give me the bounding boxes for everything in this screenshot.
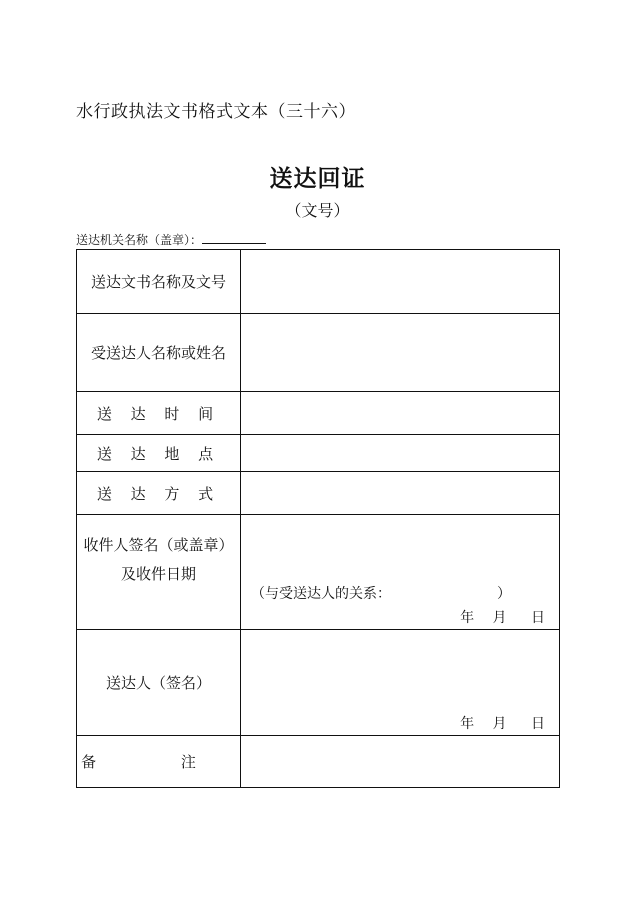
date-month: 月 xyxy=(492,610,507,626)
date-year: 年 xyxy=(460,610,475,626)
doc-name-field[interactable] xyxy=(241,250,560,314)
signee-date xyxy=(460,607,545,627)
server-field[interactable] xyxy=(241,630,560,736)
relation-note xyxy=(251,583,511,603)
table-row xyxy=(77,314,560,392)
signee-field[interactable] xyxy=(241,515,560,630)
doc-name-label: 送达文书名称及文号 xyxy=(77,250,241,314)
agency-label: 送达机关名称（盖章）： xyxy=(76,233,203,247)
delivery-place-field[interactable] xyxy=(241,435,560,472)
date-day: 日 xyxy=(531,610,545,626)
document-type-heading: 水行政执法文书格式文本（三十六） xyxy=(76,102,356,122)
table-row xyxy=(77,630,560,736)
signee-label-line1: 收件人签名（或盖章） xyxy=(83,536,234,554)
document-title: 送达回证 xyxy=(269,166,366,192)
delivery-receipt-table xyxy=(76,249,560,788)
relation-close: ） xyxy=(497,586,511,602)
server-date xyxy=(460,713,545,733)
date-month: 月 xyxy=(492,716,507,732)
recipient-label: 受送达人名称或姓名 xyxy=(77,314,241,392)
delivery-time-label: 送 达 时 间 xyxy=(77,392,241,435)
delivery-method-field[interactable] xyxy=(241,472,560,515)
delivery-place-label: 送 达 地 点 xyxy=(77,435,241,472)
relation-open: （与受送达人的关系： xyxy=(251,586,391,602)
agency-blank[interactable] xyxy=(202,233,266,244)
recipient-field[interactable] xyxy=(241,314,560,392)
table-row xyxy=(77,515,560,630)
server-label: 送达人（签名） xyxy=(77,630,241,736)
signee-label-line2: 及收件日期 xyxy=(120,565,196,583)
agency-line xyxy=(76,231,266,248)
signee-label xyxy=(77,515,241,630)
date-day: 日 xyxy=(531,716,545,732)
table-row xyxy=(77,472,560,515)
delivery-time-field[interactable] xyxy=(241,392,560,435)
delivery-method-label: 送 达 方 式 xyxy=(77,472,241,515)
table-row xyxy=(77,435,560,472)
date-year: 年 xyxy=(460,716,475,732)
table-row xyxy=(77,250,560,314)
remarks-label: 备 注 xyxy=(77,736,241,788)
remarks-field[interactable] xyxy=(241,736,560,788)
table-row xyxy=(77,736,560,788)
table-row xyxy=(77,392,560,435)
document-number: （文号） xyxy=(285,201,350,220)
